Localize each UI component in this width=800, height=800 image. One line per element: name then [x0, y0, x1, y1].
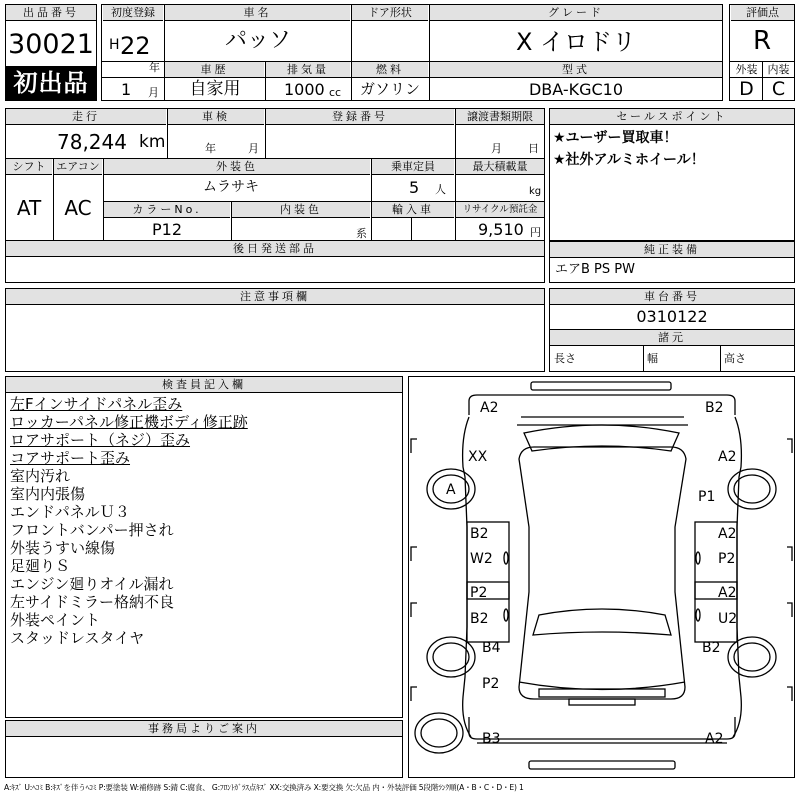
width-label: 幅	[647, 352, 658, 365]
year: 22	[120, 32, 151, 60]
capacity: 5	[409, 178, 420, 197]
car-name-label: 車名	[165, 5, 350, 21]
office-label: 事務局よりご案内	[6, 721, 402, 737]
mark-left-front-door: W2	[470, 551, 493, 567]
transfer-day-unit: 日	[528, 142, 539, 155]
displacement: 1000	[284, 80, 325, 99]
fuel-label: 燃料	[352, 62, 428, 78]
later-parts-label: 後日発送部品	[6, 241, 544, 257]
chassis-label: 車台番号	[550, 289, 794, 305]
inspector-note: 外装ペイント	[10, 611, 101, 629]
inspector-notes	[10, 395, 248, 647]
mark-right-front-door: P2	[718, 551, 736, 567]
shift-label: シフト	[6, 159, 52, 175]
inspector-note: 足廻りＳ	[10, 557, 71, 575]
inspection-month-unit: 月	[248, 142, 259, 155]
lot-number-label: 出品番号	[6, 5, 96, 21]
dimensions-label: 諸元	[550, 330, 794, 346]
model: DBA-KGC10	[528, 80, 624, 99]
model-label: 型式	[430, 62, 722, 78]
era: H	[109, 37, 120, 53]
inspector-note: 外装うすい線傷	[10, 539, 116, 557]
inspector-note: ロッカーパネル修正機ボディ修正跡	[10, 413, 248, 431]
mark-left-rear-door: B2	[470, 611, 489, 627]
mark-right-fender-top: A2	[718, 449, 737, 465]
ac-label: エアコン	[54, 159, 102, 175]
recycle-label: リサイクル預託金	[456, 202, 544, 218]
mark-left-fender-wheel: A	[446, 482, 456, 498]
car-diagram	[409, 377, 794, 777]
inspector-label: 検査員記入欄	[6, 377, 402, 393]
sales-point-1: ★ユーザー買取車！	[553, 130, 678, 146]
legend-footer: A:ｷｽﾞ U:ﾍｺﾐ B:ｷｽﾞを伴うﾍｺﾐ P:要塗装 W:補修跡 S:錆 C:腐食、 G:ﾌﾛﾝﾄｶﾞﾗｽ点ｷｽﾞ XX:交換済み X:要交換 欠:欠品 内・外装評価 5段階ﾗﾝｸ順(A・B・C・D・E) 1	[4, 783, 524, 792]
inspector-note: 室内内張傷	[10, 485, 86, 503]
inspector-note: 室内汚れ	[10, 467, 71, 485]
mileage-unit: km	[139, 132, 166, 152]
interior-grade: C	[771, 78, 786, 100]
recycle: 9,510	[478, 220, 524, 239]
mark-trunk-left: P2	[482, 676, 500, 692]
mark-left-quarter: B4	[482, 640, 501, 656]
length-label: 長さ	[554, 352, 576, 365]
inspector-note: 左Fインサイドパネル歪み	[10, 395, 183, 413]
first-reg-label: 初度登録	[103, 5, 163, 21]
chassis-number: 0310122	[636, 307, 708, 326]
recycle-unit: 円	[530, 226, 541, 239]
import-label: 輸入車	[372, 202, 454, 218]
lot-number-box	[5, 4, 97, 101]
month-unit: 月	[148, 86, 159, 99]
exterior-label: 外装	[735, 63, 758, 76]
sales-points-box	[549, 108, 795, 241]
score: R	[752, 26, 772, 56]
mark-right-front-door-top: A2	[718, 526, 737, 542]
history-label: 車歴	[165, 62, 264, 78]
interior-label: 内装	[767, 63, 790, 76]
reg-no-label: 登録番号	[266, 109, 454, 125]
grade-label: グレード	[430, 5, 722, 21]
inspector-note: コアサポート歪み	[10, 449, 131, 467]
mark-left-front-door-top: B2	[470, 526, 489, 542]
int-color-unit: 系	[356, 227, 367, 240]
mark-front-right: B2	[705, 400, 724, 416]
inspector-note: ロアサポート（ネジ）歪み	[10, 431, 191, 449]
sales-point-2: ★社外アルミホイール！	[553, 152, 705, 168]
fuel: ガソリン	[359, 80, 420, 98]
height-label: 高さ	[724, 352, 746, 365]
exterior-grade: D	[739, 78, 754, 100]
car-name: パッソ	[224, 28, 291, 53]
month: 1	[121, 80, 132, 99]
inspector-note: エンドパネルＵ３	[10, 503, 130, 521]
genuine-equipment: エアB PS PW	[555, 262, 635, 277]
ext-color: ムラサキ	[203, 179, 259, 195]
capacity-unit: 人	[435, 183, 446, 196]
max-load-unit: kg	[529, 186, 542, 197]
mark-right-quarter: B2	[702, 640, 721, 656]
mark-hood: XX	[468, 449, 488, 465]
max-load-label: 最大積載量	[456, 159, 544, 175]
sales-points-label: セールスポイント	[550, 109, 794, 125]
displacement-label: 排気量	[266, 62, 350, 78]
history: 自家用	[189, 79, 241, 99]
inspector-note: エンジン廻りオイル漏れ	[10, 575, 174, 593]
grade: X イロドリ	[515, 28, 637, 56]
mileage-label: 走行	[6, 109, 166, 125]
capacity-label: 乗車定員	[372, 159, 454, 175]
first-listing-badge: 初出品	[6, 66, 96, 100]
transfer-month-unit: 月	[491, 142, 502, 155]
mark-right-fender: P1	[698, 489, 716, 505]
mark-right-rear-door-top: A2	[718, 585, 737, 601]
inspector-note: フロントバンパー押され	[10, 521, 174, 539]
ac: AC	[64, 196, 92, 220]
ext-color-label: 外装色	[104, 159, 370, 175]
shift: AT	[16, 196, 42, 220]
door-label: ドア形状	[352, 5, 428, 21]
transfer-label: 譲渡書類期限	[456, 109, 544, 125]
displacement-unit: cc	[329, 86, 342, 99]
inspector-note: 左サイドミラー格納不良	[10, 593, 174, 611]
mark-front-left: A2	[480, 400, 499, 416]
color-no: P12	[151, 220, 182, 239]
inspection-label: 車検	[168, 109, 264, 125]
mark-rear-right: A2	[705, 731, 724, 747]
genuine-label: 純正装備	[550, 242, 794, 258]
color-no-label: カラーNo.	[104, 202, 230, 218]
inspector-note: スタッドレスタイヤ	[10, 629, 145, 647]
mark-right-rear-door: U2	[718, 611, 738, 627]
score-label: 評価点	[731, 5, 794, 21]
mark-rear-left: B3	[482, 731, 501, 747]
cautions-label: 注意事項欄	[6, 289, 544, 305]
int-color-label: 内装色	[232, 202, 370, 218]
year-unit: 年	[149, 61, 160, 74]
mark-left-rear-door-top: P2	[470, 585, 488, 601]
lot-number: 30021	[8, 29, 94, 60]
inspection-year-unit: 年	[205, 142, 216, 155]
mileage: 78,244	[57, 130, 127, 154]
